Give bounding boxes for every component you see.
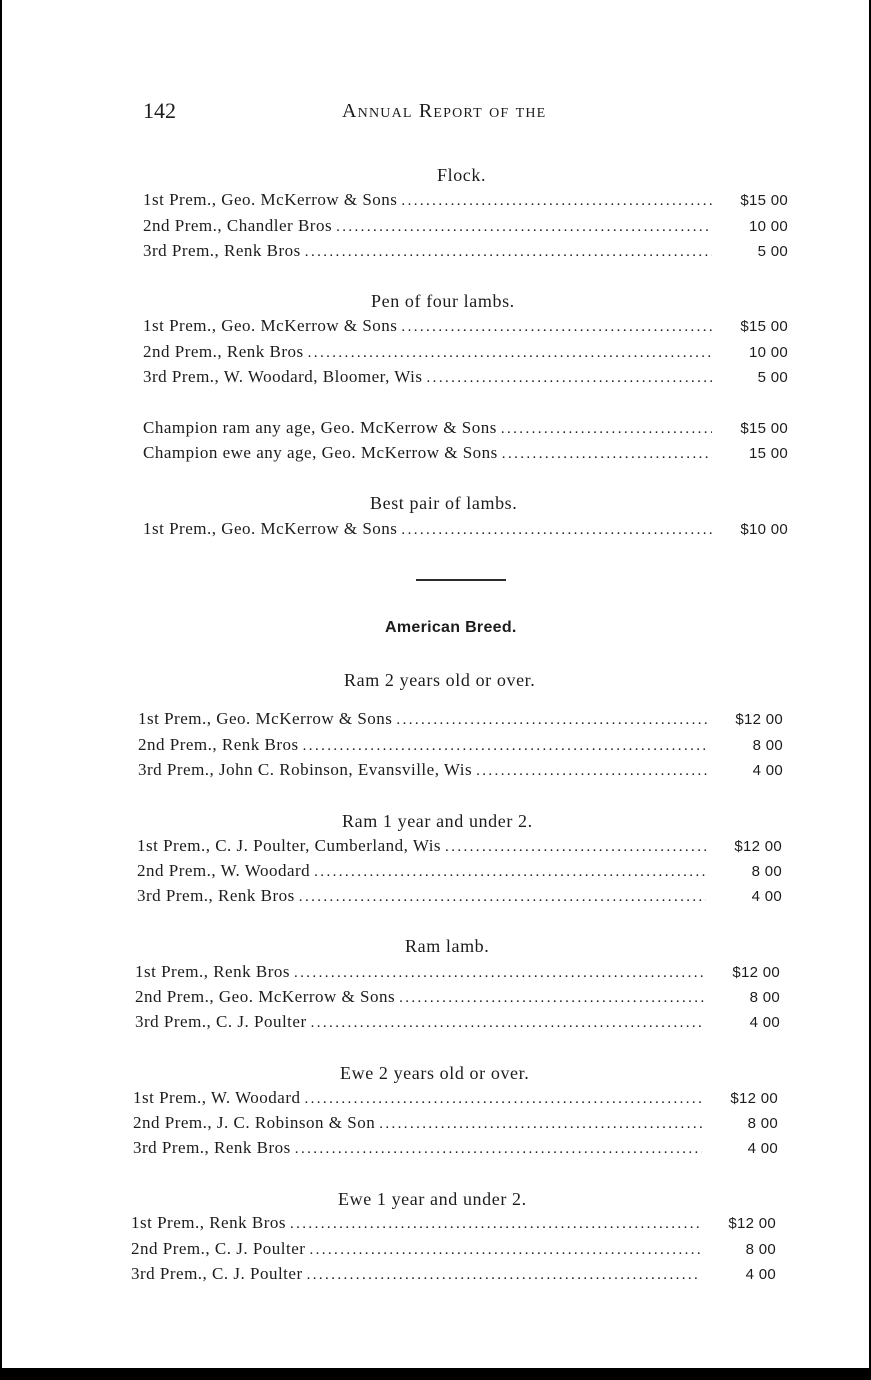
dot-leader (476, 763, 707, 780)
entry-text: 1st Prem., W. Woodard (133, 1088, 301, 1107)
entry-row (137, 861, 782, 881)
entry-amount: $15 00 (740, 192, 788, 209)
entry-text: 3rd Prem., Renk Bros (133, 1138, 291, 1157)
entry-text: 1st Prem., Geo. McKerrow & Sons (143, 316, 398, 335)
dot-leader (308, 345, 712, 362)
breed-heading: American Breed. (385, 619, 517, 636)
entry-amount: $15 00 (740, 318, 788, 335)
scan-edge-left (0, 0, 2, 1368)
section-heading-ewe-2-years: Ewe 2 years old or over. (340, 1063, 530, 1083)
entry-text: 3rd Prem., C. J. Poulter (131, 1264, 303, 1283)
entry-amount: $12 00 (732, 964, 780, 981)
dot-leader (401, 193, 712, 210)
entry-row (143, 367, 788, 387)
dot-leader (303, 738, 707, 755)
dot-leader (336, 219, 712, 236)
entry-row (135, 1012, 780, 1032)
entry-row (138, 709, 783, 729)
dot-leader (502, 446, 712, 463)
dot-leader (401, 319, 712, 336)
entry-text: 2nd Prem., J. C. Robinson & Son (133, 1113, 376, 1132)
dot-leader (314, 864, 706, 881)
entry-text: 3rd Prem., Renk Bros (143, 241, 301, 260)
entry-row (138, 760, 783, 780)
entry-amount: $10 00 (740, 521, 788, 538)
entry-row (131, 1264, 776, 1284)
entry-row (137, 836, 782, 856)
entry-amount: 4 00 (745, 1266, 776, 1283)
entry-amount: 10 00 (748, 344, 788, 361)
dot-leader (501, 421, 712, 438)
dot-leader (311, 1015, 704, 1032)
section-heading-ewe-1-year: Ewe 1 year and under 2. (338, 1189, 527, 1209)
entry-text: 1st Prem., Renk Bros (131, 1213, 286, 1232)
section-divider (416, 579, 506, 581)
dot-leader (307, 1267, 700, 1284)
entry-amount: 5 00 (757, 369, 788, 386)
entry-row (131, 1239, 776, 1259)
entry-row (133, 1088, 778, 1108)
entry-row (137, 886, 782, 906)
dot-leader (427, 370, 712, 387)
entry-text: 1st Prem., Renk Bros (135, 962, 290, 981)
entry-amount: 8 00 (749, 989, 780, 1006)
entry-text: 3rd Prem., C. J. Poulter (135, 1012, 307, 1031)
dot-leader (309, 1242, 700, 1259)
entry-row (143, 216, 788, 236)
section-heading-ram-lamb: Ram lamb. (405, 936, 490, 956)
entry-text: 2nd Prem., Renk Bros (143, 342, 304, 361)
entry-row (135, 987, 780, 1007)
section-heading-ram-2-years: Ram 2 years old or over. (344, 670, 536, 690)
entry-row (143, 241, 788, 261)
entry-text: 3rd Prem., W. Woodard, Bloomer, Wis (143, 367, 423, 386)
dot-leader (304, 1091, 702, 1108)
section-heading-flock: Flock. (437, 165, 487, 185)
dot-leader (290, 1216, 700, 1233)
entry-amount: 8 00 (745, 1241, 776, 1258)
dot-leader (399, 990, 704, 1007)
entry-text: 1st Prem., Geo. McKerrow & Sons (138, 709, 393, 728)
entry-text: Champion ram any age, Geo. McKerrow & Sons (143, 418, 497, 437)
section-heading-best-pair-of-lambs: Best pair of lambs. (370, 493, 518, 513)
entry-amount: 15 00 (748, 445, 788, 462)
entry-amount: 8 00 (751, 863, 782, 880)
entry-row (143, 519, 788, 539)
entry-row (138, 735, 783, 755)
entry-row (135, 962, 780, 982)
entry-amount: 4 00 (749, 1014, 780, 1031)
entry-amount: 4 00 (752, 762, 783, 779)
entry-row (133, 1138, 778, 1158)
scan-edge-bottom (0, 1368, 871, 1380)
entry-text: 2nd Prem., Renk Bros (138, 735, 299, 754)
dot-leader (379, 1116, 702, 1133)
entry-amount: $12 00 (728, 1215, 776, 1232)
entry-text: 3rd Prem., Renk Bros (137, 886, 295, 905)
dot-leader (401, 522, 712, 539)
section-heading-pen-of-four-lambs: Pen of four lambs. (371, 291, 515, 311)
entry-row (143, 190, 788, 210)
entry-text: Champion ewe any age, Geo. McKerrow & Sons (143, 443, 498, 462)
dot-leader (295, 1141, 702, 1158)
running-head: Annual Report of the (342, 100, 547, 122)
entry-text: 3rd Prem., John C. Robinson, Evansville, Wis (138, 760, 473, 779)
entry-row (131, 1213, 776, 1233)
entry-amount: 4 00 (747, 1140, 778, 1157)
entry-amount: 8 00 (752, 737, 783, 754)
entry-text: 2nd Prem., Chandler Bros (143, 216, 333, 235)
entry-amount: 5 00 (757, 243, 788, 260)
dot-leader (305, 244, 712, 261)
entry-row (143, 342, 788, 362)
dot-leader (299, 889, 706, 906)
entry-row (143, 443, 788, 463)
entry-row (133, 1113, 778, 1133)
entry-amount: $12 00 (730, 1090, 778, 1107)
entry-amount: 4 00 (751, 888, 782, 905)
entry-amount: $12 00 (734, 838, 782, 855)
entry-text: 1st Prem., C. J. Poulter, Cumberland, Wis (137, 836, 442, 855)
entry-text: 2nd Prem., Geo. McKerrow & Sons (135, 987, 396, 1006)
entry-text: 1st Prem., Geo. McKerrow & Sons (143, 519, 398, 538)
dot-leader (445, 839, 706, 856)
entry-amount: 10 00 (748, 218, 788, 235)
entry-row (143, 418, 788, 438)
dot-leader (294, 965, 704, 982)
entry-amount: $15 00 (740, 420, 788, 437)
entry-text: 2nd Prem., W. Woodard (137, 861, 311, 880)
entry-row (143, 316, 788, 336)
entry-amount: 8 00 (747, 1115, 778, 1132)
entry-amount: $12 00 (735, 711, 783, 728)
page-number: 142 (143, 98, 176, 123)
entry-text: 2nd Prem., C. J. Poulter (131, 1239, 306, 1258)
entry-text: 1st Prem., Geo. McKerrow & Sons (143, 190, 398, 209)
dot-leader (396, 712, 707, 729)
section-heading-ram-1-year: Ram 1 year and under 2. (342, 811, 533, 831)
